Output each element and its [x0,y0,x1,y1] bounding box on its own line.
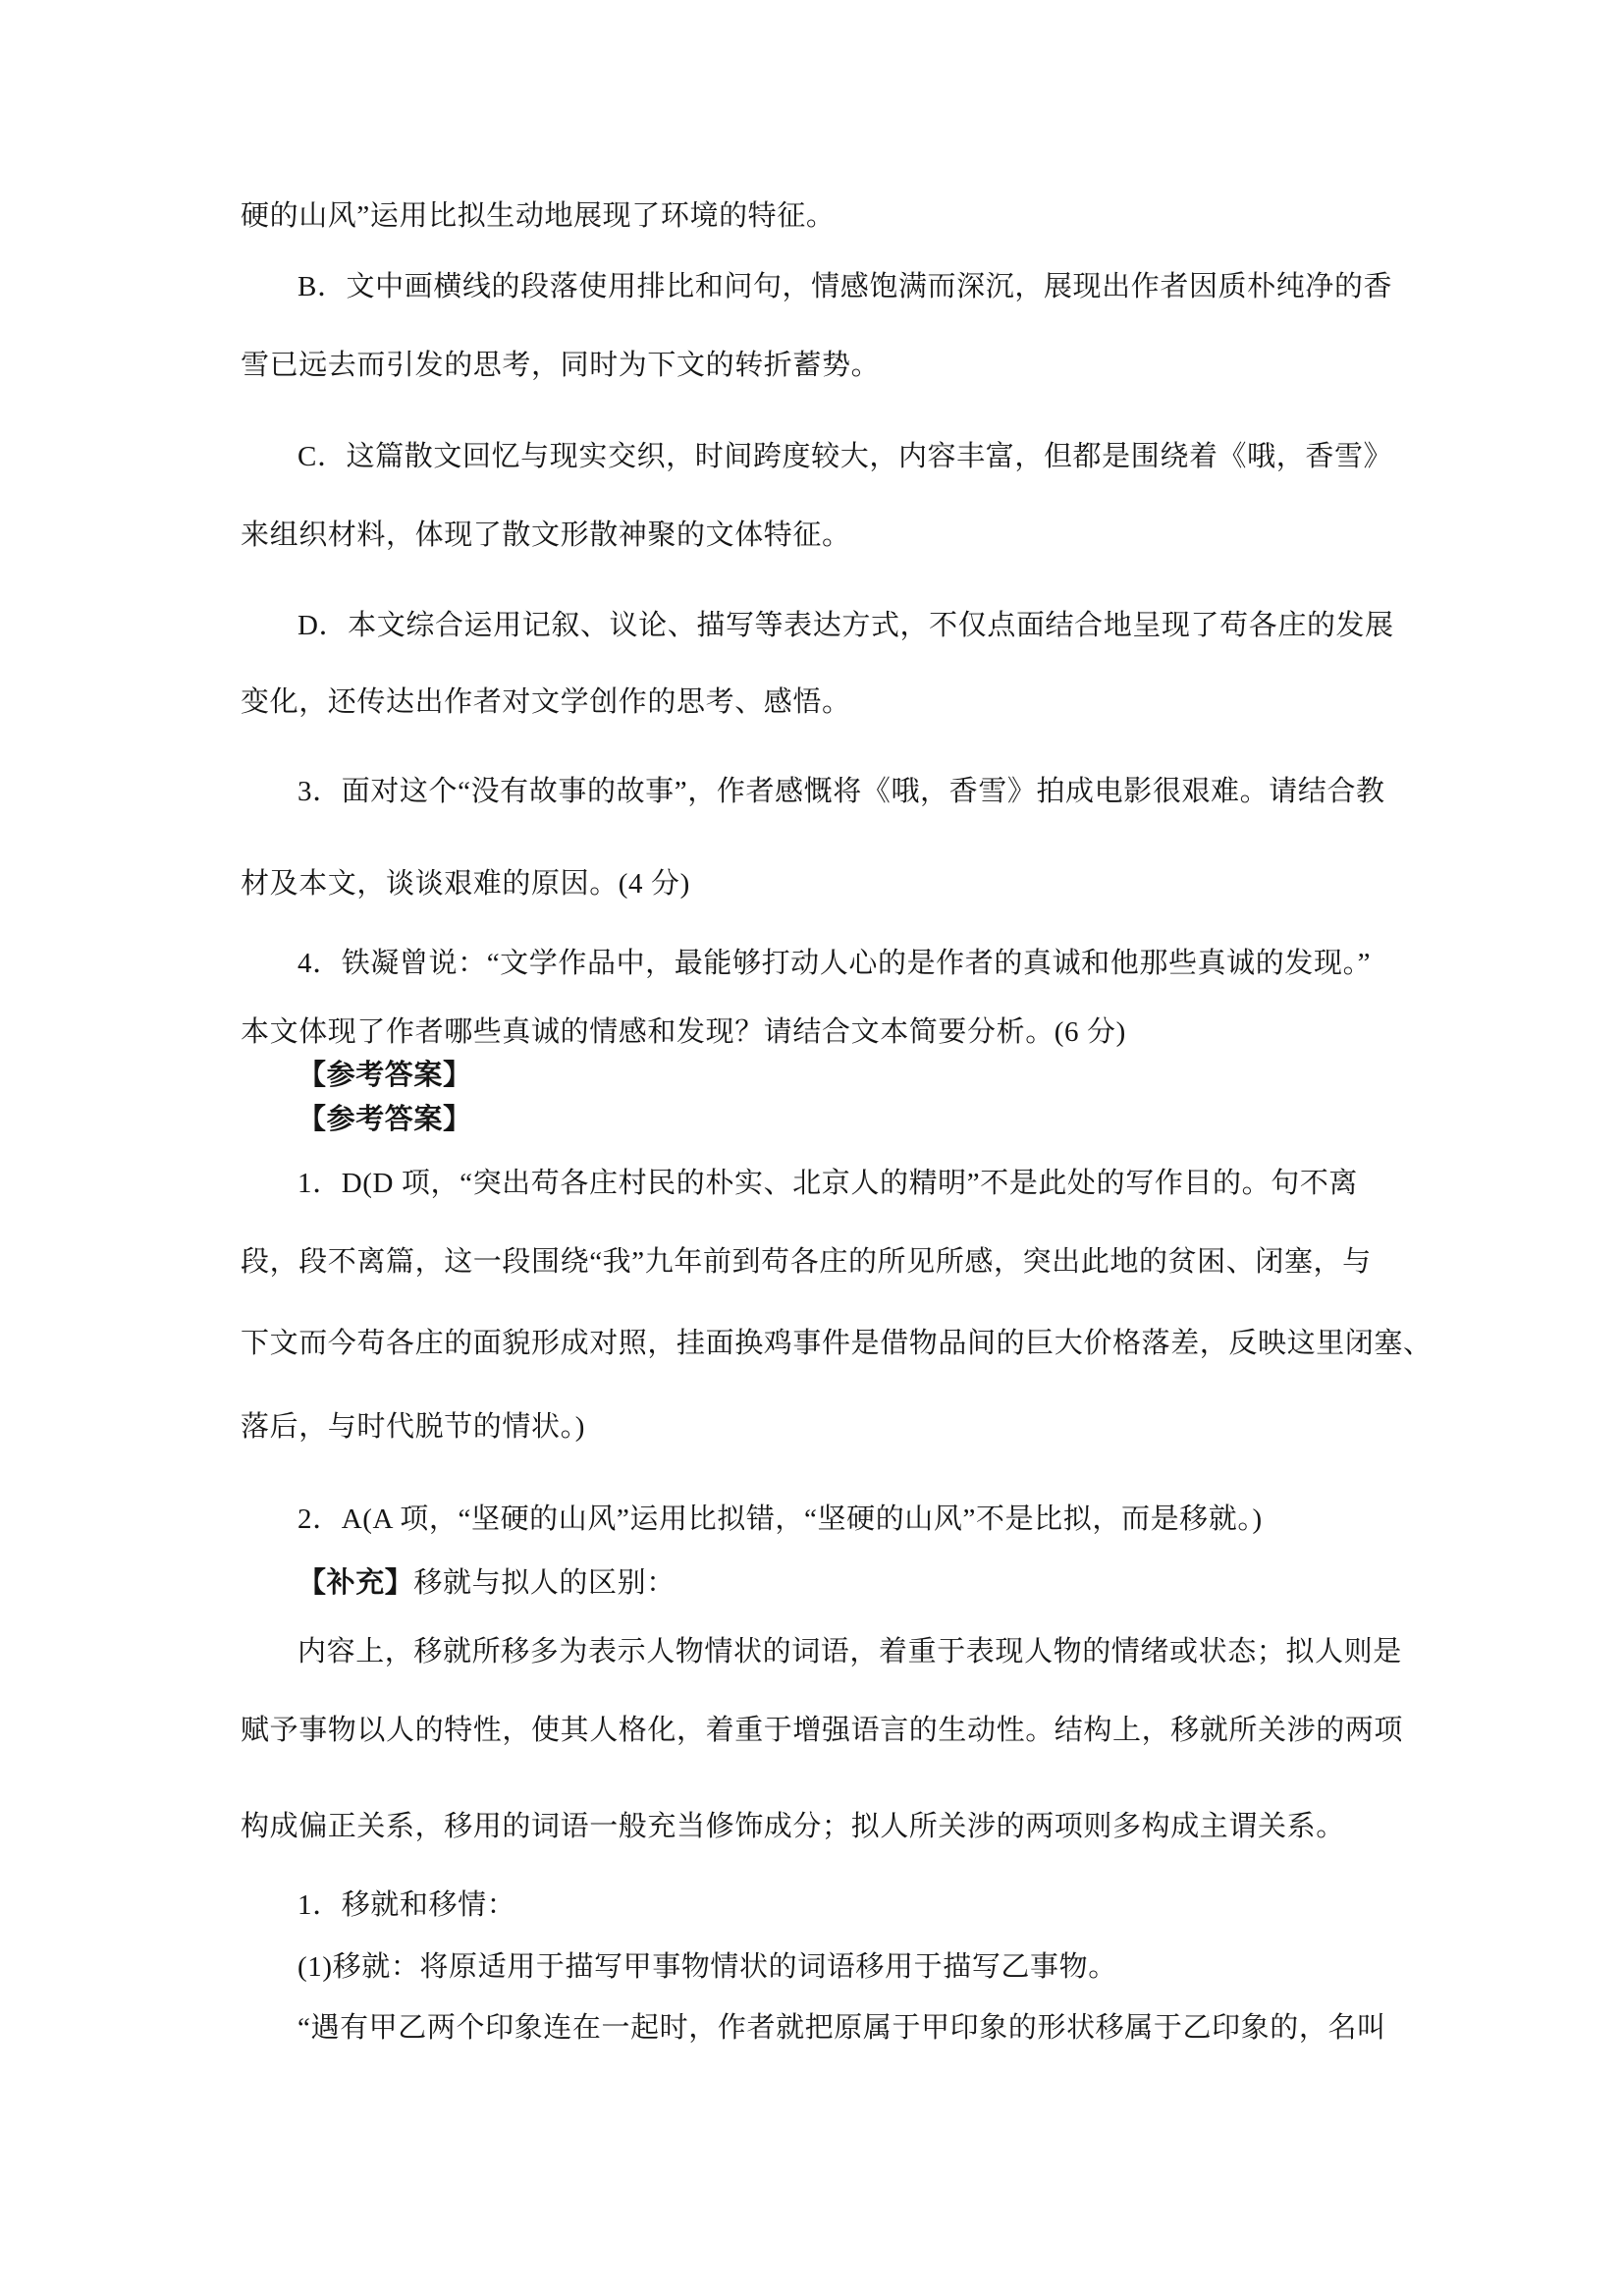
answer-1-line-4: 落后，与时代脱节的情状。) [241,1411,585,1443]
question-4-line-2: 本文体现了作者哪些真诚的情感和发现？请结合文本简要分析。(6 分) [241,1016,1126,1048]
option-a-continuation: 硬的山风”运用比拟生动地展现了环境的特征。 [241,200,836,232]
question-3-line-1: 3．面对这个“没有故事的故事”，作者感慨将《哦，香雪》拍成电影很艰难。请结合教 [298,776,1385,807]
reference-answer-heading-2: 【参考答案】 [298,1104,472,1135]
supplement-line-3: 构成偏正关系，移用的词语一般充当修饰成分；拟人所关涉的两项则多构成主谓关系。 [241,1811,1345,1842]
supplement-label: 【补充】 [298,1567,414,1599]
answer-1-line-3: 下文而今苟各庄的面貌形成对照，挂面换鸡事件是借物品间的巨大价格落差，反映这里闭塞、 [241,1328,1433,1359]
quote-line: “遇有甲乙两个印象连在一起时，作者就把原属于甲印象的形状移属于乙印象的，名叫 [298,2012,1386,2044]
reference-answer-heading-1: 【参考答案】 [298,1060,472,1091]
option-d-line-1: D．本文综合运用记叙、议论、描写等表达方式，不仅点面结合地呈现了苟各庄的发展 [298,610,1394,641]
answer-1-line-2: 段，段不离篇，这一段围绕“我”九年前到苟各庄的所见所感，突出此地的贫困、闭塞，与 [241,1246,1372,1278]
answer-1-line-1: 1．D(D 项，“突出苟各庄村民的朴实、北京人的精明”不是此处的写作目的。句不离 [298,1168,1359,1199]
question-3-line-2: 材及本文，谈谈艰难的原因。(4 分) [241,868,690,900]
supplement-line-1: 内容上，移就所移多为表示人物情状的词语，着重于表现人物的情绪或状态；拟人则是 [298,1636,1402,1667]
yijiu-definition: (1)移就：将原适用于描写甲事物情状的词语移用于描写乙事物。 [298,1951,1117,1983]
question-4-line-1: 4．铁凝曾说：“文学作品中，最能够打动人心的是作者的真诚和他那些真诚的发现。” [298,948,1372,979]
supplement-heading [298,1565,676,1601]
option-d-line-2: 变化，还传达出作者对文学创作的思考、感悟。 [241,686,851,718]
option-c-line-2: 来组织材料，体现了散文形散神聚的文体特征。 [241,519,851,551]
supplement-line-2: 赋予事物以人的特性，使其人格化，着重于增强语言的生动性。结构上，移就所关涉的两项 [241,1715,1404,1746]
option-c-line-1: C．这篇散文回忆与现实交织，时间跨度较大，内容丰富，但都是围绕着《哦，香雪》 [298,441,1393,472]
item-1-yijiu-heading: 1．移就和移情： [298,1889,516,1921]
supplement-heading-text: 移就与拟人的区别： [413,1567,676,1599]
answer-2-line: 2．A(A 项，“坚硬的山风”运用比拟错，“坚硬的山风”不是比拟，而是移就。) [298,1503,1263,1535]
option-b-line-1: B．文中画横线的段落使用排比和问句，情感饱满而深沉，展现出作者因质朴纯净的香 [298,271,1393,302]
option-b-line-2: 雪已远去而引发的思考，同时为下文的转折蓄势。 [241,350,881,381]
